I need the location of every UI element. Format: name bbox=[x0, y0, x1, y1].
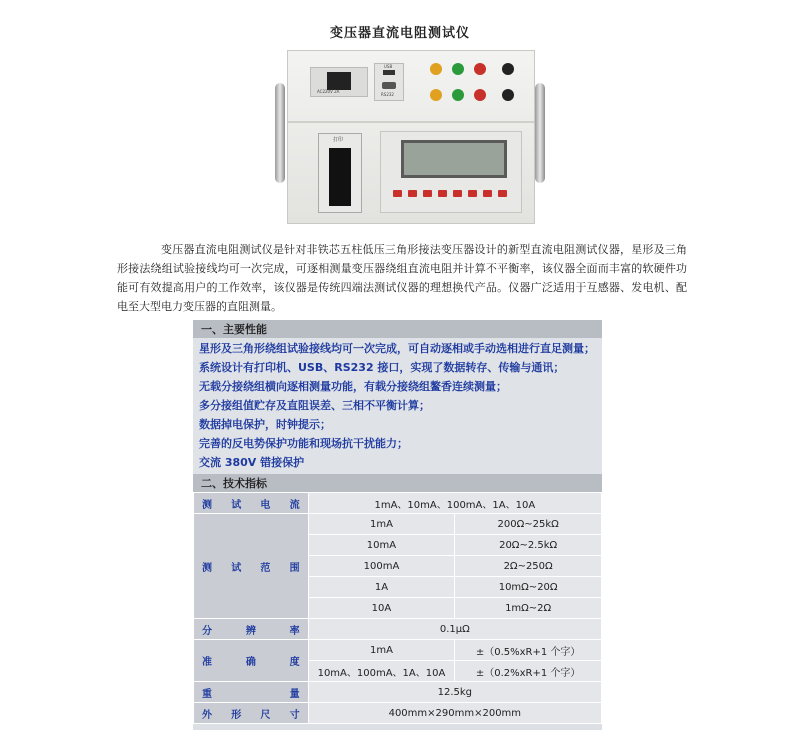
printer-slot-icon bbox=[329, 148, 351, 206]
front-panel bbox=[287, 50, 535, 224]
lcd-screen bbox=[401, 140, 507, 178]
table-row bbox=[194, 682, 602, 703]
device-photo bbox=[275, 45, 545, 230]
range-current: 100mA bbox=[308, 556, 455, 577]
feature-item: 数据掉电保护，时钟提示； bbox=[199, 418, 331, 431]
table-row bbox=[194, 514, 602, 535]
range-current: 10mA bbox=[308, 535, 455, 556]
range-value: 10mΩ~20Ω bbox=[455, 577, 602, 598]
power-socket bbox=[310, 67, 368, 97]
key-8-icon bbox=[498, 190, 507, 197]
current-label: 测试电流 bbox=[194, 493, 309, 514]
usb-label: USB bbox=[384, 64, 393, 69]
feature-item: 系统设计有打印机、USB、RS232 接口，实现了数据转存、传输与通讯； bbox=[199, 361, 565, 374]
range-label: 测试范围 bbox=[194, 514, 309, 619]
terminal-green-2-icon bbox=[452, 89, 464, 101]
terminal-black-1-icon bbox=[502, 63, 514, 75]
terminal-red-1-icon bbox=[474, 63, 486, 75]
feature-item: 无载分接绕组横向逐相测量功能，有载分接绕组鳌香连续测量； bbox=[199, 380, 507, 393]
resolution-value: 0.1μΩ bbox=[308, 619, 601, 640]
accuracy-current: 1mA bbox=[308, 640, 455, 661]
table-row bbox=[194, 640, 602, 661]
key-3-icon bbox=[423, 190, 432, 197]
spec-table bbox=[193, 320, 602, 730]
range-current: 1A bbox=[308, 577, 455, 598]
page-title: 变压器直流电阻测试仪 bbox=[329, 26, 470, 41]
accuracy-value: ±（0.5%xR+1 个字） bbox=[455, 640, 602, 661]
usb-rs232-ports bbox=[374, 63, 404, 101]
range-value: 1mΩ~2Ω bbox=[455, 598, 602, 619]
feature-item: 交流 380V 错接保护 bbox=[199, 456, 305, 469]
feature-item: 多分接组值贮存及直阻误差、三相不平衡计算； bbox=[199, 399, 430, 412]
printer-label: 打印 bbox=[333, 137, 344, 143]
current-value: 1mA、10mA、100mA、1A、10A bbox=[308, 493, 601, 514]
terminal-red-2-icon bbox=[474, 89, 486, 101]
resolution-label: 分辨率 bbox=[194, 619, 309, 640]
table-row bbox=[194, 703, 602, 724]
terminal-yellow-2-icon bbox=[430, 89, 442, 101]
tech-table bbox=[193, 492, 602, 724]
feature-item: 完善的反电势保护功能和现场抗干扰能力； bbox=[199, 437, 408, 450]
rs232-port-icon bbox=[382, 82, 396, 89]
key-5-icon bbox=[453, 190, 462, 197]
size-value: 400mm×290mm×200mm bbox=[308, 703, 601, 724]
accuracy-current: 10mA、100mA、1A、10A bbox=[308, 661, 455, 682]
right-handle bbox=[535, 83, 545, 183]
terminal-yellow-1-icon bbox=[430, 63, 442, 75]
feature-item: 星形及三角形绕组试验接线均可一次完成，可自动逐相或手动选相进行直足测量； bbox=[199, 342, 595, 355]
table-row bbox=[194, 619, 602, 640]
table-row bbox=[194, 493, 602, 514]
control-panel bbox=[380, 131, 522, 213]
key-1-icon bbox=[393, 190, 402, 197]
terminal-black-2-icon bbox=[502, 89, 514, 101]
power-switch-icon bbox=[327, 72, 351, 90]
range-current: 10A bbox=[308, 598, 455, 619]
range-current: 1mA bbox=[308, 514, 455, 535]
features-header: 一、主要性能 bbox=[193, 320, 602, 338]
features-list bbox=[193, 338, 602, 474]
range-value: 200Ω~25kΩ bbox=[455, 514, 602, 535]
terminal-green-1-icon bbox=[452, 63, 464, 75]
intro-paragraph bbox=[117, 240, 687, 316]
key-6-icon bbox=[468, 190, 477, 197]
printer bbox=[318, 133, 362, 213]
range-value: 2Ω~250Ω bbox=[455, 556, 602, 577]
accuracy-value: ±（0.2%xR+1 个字） bbox=[455, 661, 602, 682]
power-label: AC220V 2A bbox=[317, 89, 340, 94]
key-7-icon bbox=[483, 190, 492, 197]
accuracy-label: 准确度 bbox=[194, 640, 309, 682]
left-handle bbox=[275, 83, 285, 183]
panel-divider bbox=[288, 121, 534, 123]
key-2-icon bbox=[408, 190, 417, 197]
size-label: 外形尺寸 bbox=[194, 703, 309, 724]
weight-label: 重量 bbox=[194, 682, 309, 703]
intro-text: 变压器直流电阻测试仪是针对非铁芯五柱低压三角形接法变压器设计的新型直流电阻测试仪器，星形及三角形接法绕组试验接线均可一次完成，可逐相测量变压器绕组直流电阻并计算不平衡率，该仪器全面而丰富的软硬件功能可有效提高用户的工作效率，该仪器是传统四端法测试仪器的理想换代产品。仪器广泛适用于互感器、发电机、配电至大型电力变压器的直阻测量。 bbox=[117, 243, 687, 313]
usb-port-icon bbox=[383, 70, 395, 75]
weight-value: 12.5kg bbox=[308, 682, 601, 703]
tech-header: 二、技术指标 bbox=[193, 474, 602, 492]
range-value: 20Ω~2.5kΩ bbox=[455, 535, 602, 556]
rs232-label: RS232 bbox=[381, 92, 394, 97]
key-4-icon bbox=[438, 190, 447, 197]
